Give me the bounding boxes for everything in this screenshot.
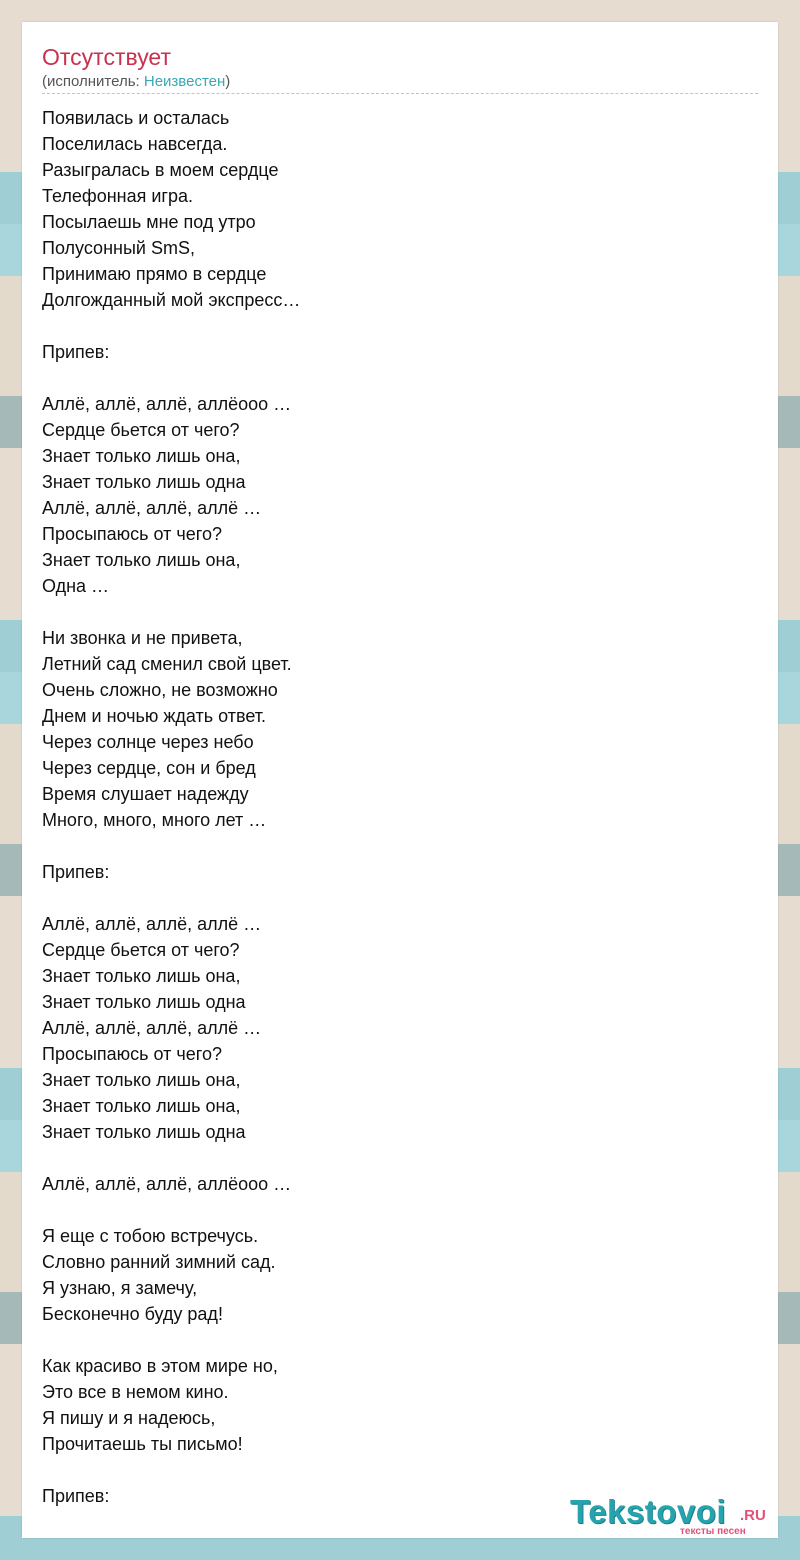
title-divider bbox=[42, 93, 758, 94]
logo-word: Tekstovoi bbox=[570, 1493, 727, 1530]
site-logo[interactable] bbox=[570, 1492, 780, 1542]
lyrics-card bbox=[22, 22, 778, 1538]
logo-subtitle: тексты песен bbox=[680, 1526, 746, 1537]
artist-suffix: ) bbox=[225, 73, 231, 90]
artist-line bbox=[42, 72, 230, 92]
song-title: Отсутствует bbox=[42, 44, 171, 70]
lyrics-text: Появилась и осталась Поселилась навсегда. Разыгралась в моем сердце Телефонная игра. Посылаешь мне под утро Полусонный SmS, Принимаю прямо в сердце Долгожданный мой экспресс… Припев: Аллё, аллё, аллё, аллёооо … Сердце бьется от чего? Знает только лишь она, Знает только лишь одна Аллё, аллё, аллё, аллё … Просыпаюсь от чего? Знает только лишь она, Одна … Ни звонка и не привета, Летний сад сменил свой цвет. Очень сложно, не возможно Днем и ночью ждать ответ. Через солнце через небо Через сердце, сон и бред Время слушает надежду Много, много, много лет … Припев: Аллё, аллё, аллё, аллё … Сердце бьется от чего? Знает только лишь она, Знает только лишь одна Аллё, аллё, аллё, аллё … Просыпаюсь от чего? Знает только лишь она, Знает только лишь она, Знает только лишь одна Аллё, аллё, аллё, аллёооо … Я еще с тобою встречусь. Словно ранний зимний сад. Я узнаю, я замечу, Бесконечно буду рад! Как красиво в этом мире но, Это все в немом кино. Я пишу и я надеюсь, Прочитаешь ты письмо! Припев: bbox=[42, 108, 301, 1506]
artist-link[interactable]: Неизвестен bbox=[143, 73, 226, 90]
logo-tld: .RU bbox=[740, 1507, 766, 1524]
artist-prefix: (исполнитель: bbox=[42, 73, 144, 90]
